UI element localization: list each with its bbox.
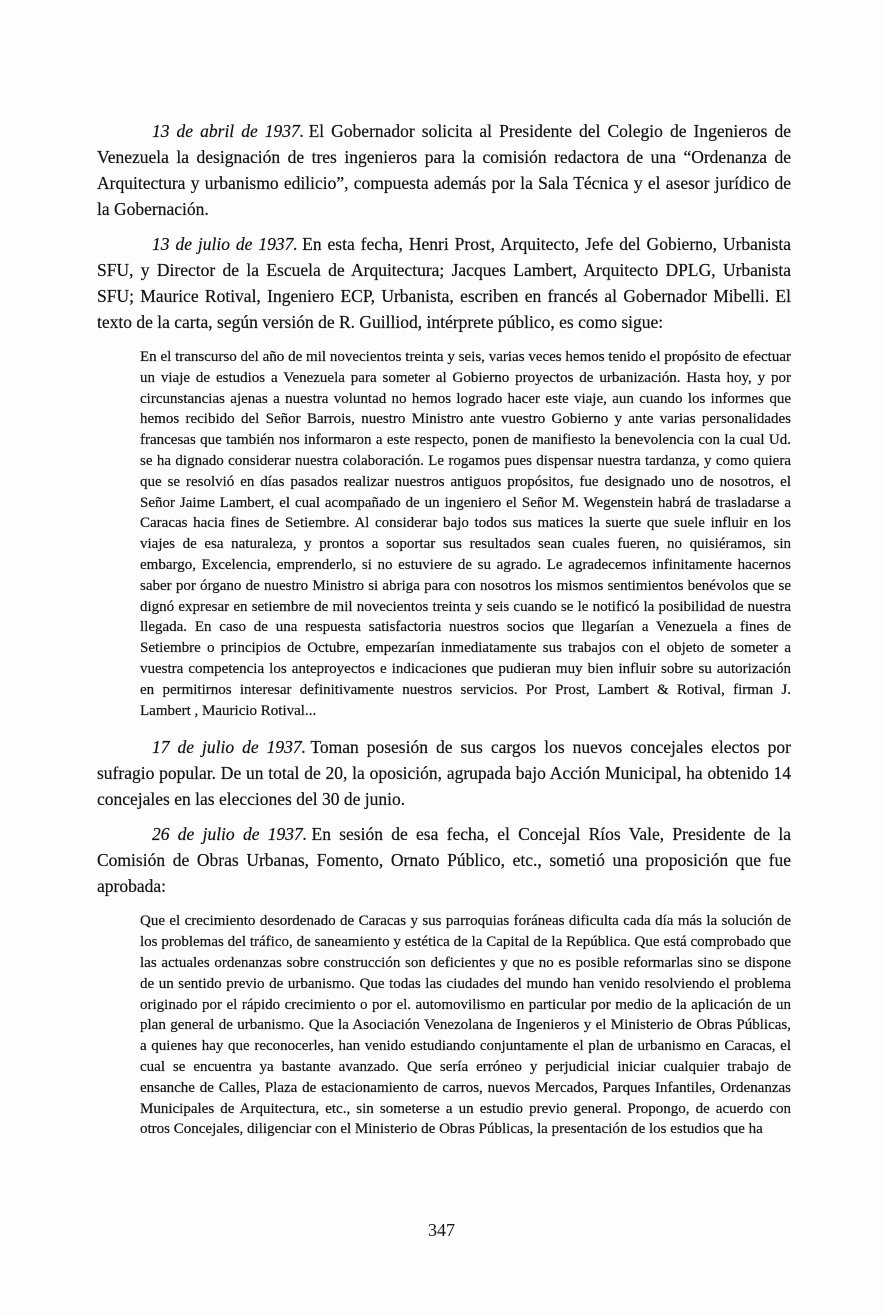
blockquote-text: Que el crecimiento desordenado de Caracas y sus parroquias foráneas dificulta cada día más la solución de los problemas del tráfico, de saneamiento y estética de la Capital de la República. Que está comprobado que las actuales ordenanzas sobre construcción son deficientes y que no es posible reformarlas sino se dispone de un sentido previo de urbanismo. Que todas las ciudades del mundo han venido resolviendo el problema originado por el rápido crecimiento o por el. automovilismo en particular por medio de la aplicación de un plan general de urbanismo. Que la Asociación Venezolana de Ingenieros y el Ministerio de Obras Públicas, a quienes hay que reconocerles, han venido estudiando conjuntamente el plan de urbanismo en Caracas, el cual se encuentra ya bastante avanzado. Que sería erróneo y perjudicial iniciar cualquier trabajo de ensanche de Calles, Plaza de estacionamiento de carros, nuevos Mercados, Parques Infantiles, Ordenanzas Municipales de Arquitectura, etc., sin someterse a un estudio previo general. Propongo, de acuerdo con otros Concejales, diligenciar con el Ministerio de Obras Públicas, la presentación de los estudios que ha [140,913,791,1138]
letter-blockquote [140,347,791,721]
entry-paragraph-13-abril-1937 [97,118,791,222]
entry-paragraph-17-julio-1937 [97,734,791,812]
entry-date: 17 de julio de 1937. [152,737,306,758]
entry-text: En esta fecha, Henri Prost, Arquitecto, Jefe del Gobierno, Urbanista SFU, y Director de la Escuela de Arquitectura; Jacques Lambert, Arquitecto DPLG, Urbanista SFU; Maurice Rotival, Ingeniero ECP, Urbanista, escriben en francés al Gobernador Mibelli. El texto de la carta, según versión de R. Guilliod, intérprete público, es como sigue: [97,234,791,332]
entry-date: 13 de abril de 1937. [152,121,305,141]
proposal-blockquote [140,911,791,1140]
entry-paragraph-26-julio-1937 [97,821,791,899]
entry-date: 13 de julio de 1937. [152,234,298,254]
blockquote-text: En el transcurso del año de mil novecientos treinta y seis, varias veces hemos tenido el propósito de efectuar un viaje de estudios a Venezuela para someter al Gobierno proyectos de urbanización. Hasta hoy, y por circunstancias ajenas a nuestra voluntad no hemos logrado hacer este viaje, aun cuando los informes que hemos recibido del Señor Barrois, nuestro Ministro ante vuestro Gobierno y ante varias personalidades francesas que también nos informaron a este respecto, ponen de manifiesto la benevolencia con la cual Ud. se ha dignado considerar nuestra colaboración. Le rogamos pues dispensar nuestra tardanza, y como quiera que se resolvió en días pasados realizar nuestros antiguos propósitos, fue designado uno de nosotros, el Señor Jaime Lambert, el cual acompañado de un ingeniero el Señor M. Wegenstein habrá de trasladarse a Caracas hacia fines de Setiembre. Al considerar bajo todos sus matices la suerte que suele influir en los viajes de esa naturaleza, y prontos a soportar sus resultados sean cuales fueren, no quisiéramos, sin embargo, Excelencia, emprenderlo, si no estuviere de su agrado. Le agradecemos infinitamente hacernos saber por órgano de nuestro Ministro si abriga para con nosotros los mismos sentimientos benévolos que se dignó expresar en setiembre de mil novecientos treinta y seis cuando se le notificó la posibilidad de nuestra llegada. En caso de una respuesta satisfactoria nuestros socios que llegarían a Venezuela a fines de Setiembre o principios de Octubre, empezarían inmediatamente sus trabajos con el objeto de someter a vuestra competencia los anteproyectos e indicaciones que pudieran muy bien influir sobre su autorización en permitirnos interesar definitivamente nuestros servicios. Por Prost, Lambert & Rotival, firman J. Lambert , Mauricio Rotival... [140,349,791,719]
entry-text: Toman posesión de sus cargos los nuevos concejales electos por sufragio popular. De un total de 20, la oposición, agrupada bajo Acción Municipal, ha obtenido 14 concejales en las elecciones del 30 de junio. [97,737,791,810]
entry-paragraph-13-julio-1937 [97,231,791,335]
page-number: 347 [428,1220,455,1240]
entry-text: El Gobernador solicita al Presidente del Colegio de Ingenieros de Venezuela la designación de tres ingenieros para la comisión redactora de una “Ordenanza de Arquitectura y urbanismo edilicio”, compuesta además por la Sala Técnica y el asesor jurídico de la Gobernación. [97,121,791,219]
entry-date: 26 de julio de 1937. [152,824,308,845]
text-column [97,118,791,1153]
entry-text: En sesión de esa fecha, el Concejal Ríos Vale, Presidente de la Comisión de Obras Urbanas, Fomento, Ornato Público, etc., sometió una proposición que fue aprobada: [97,824,791,897]
